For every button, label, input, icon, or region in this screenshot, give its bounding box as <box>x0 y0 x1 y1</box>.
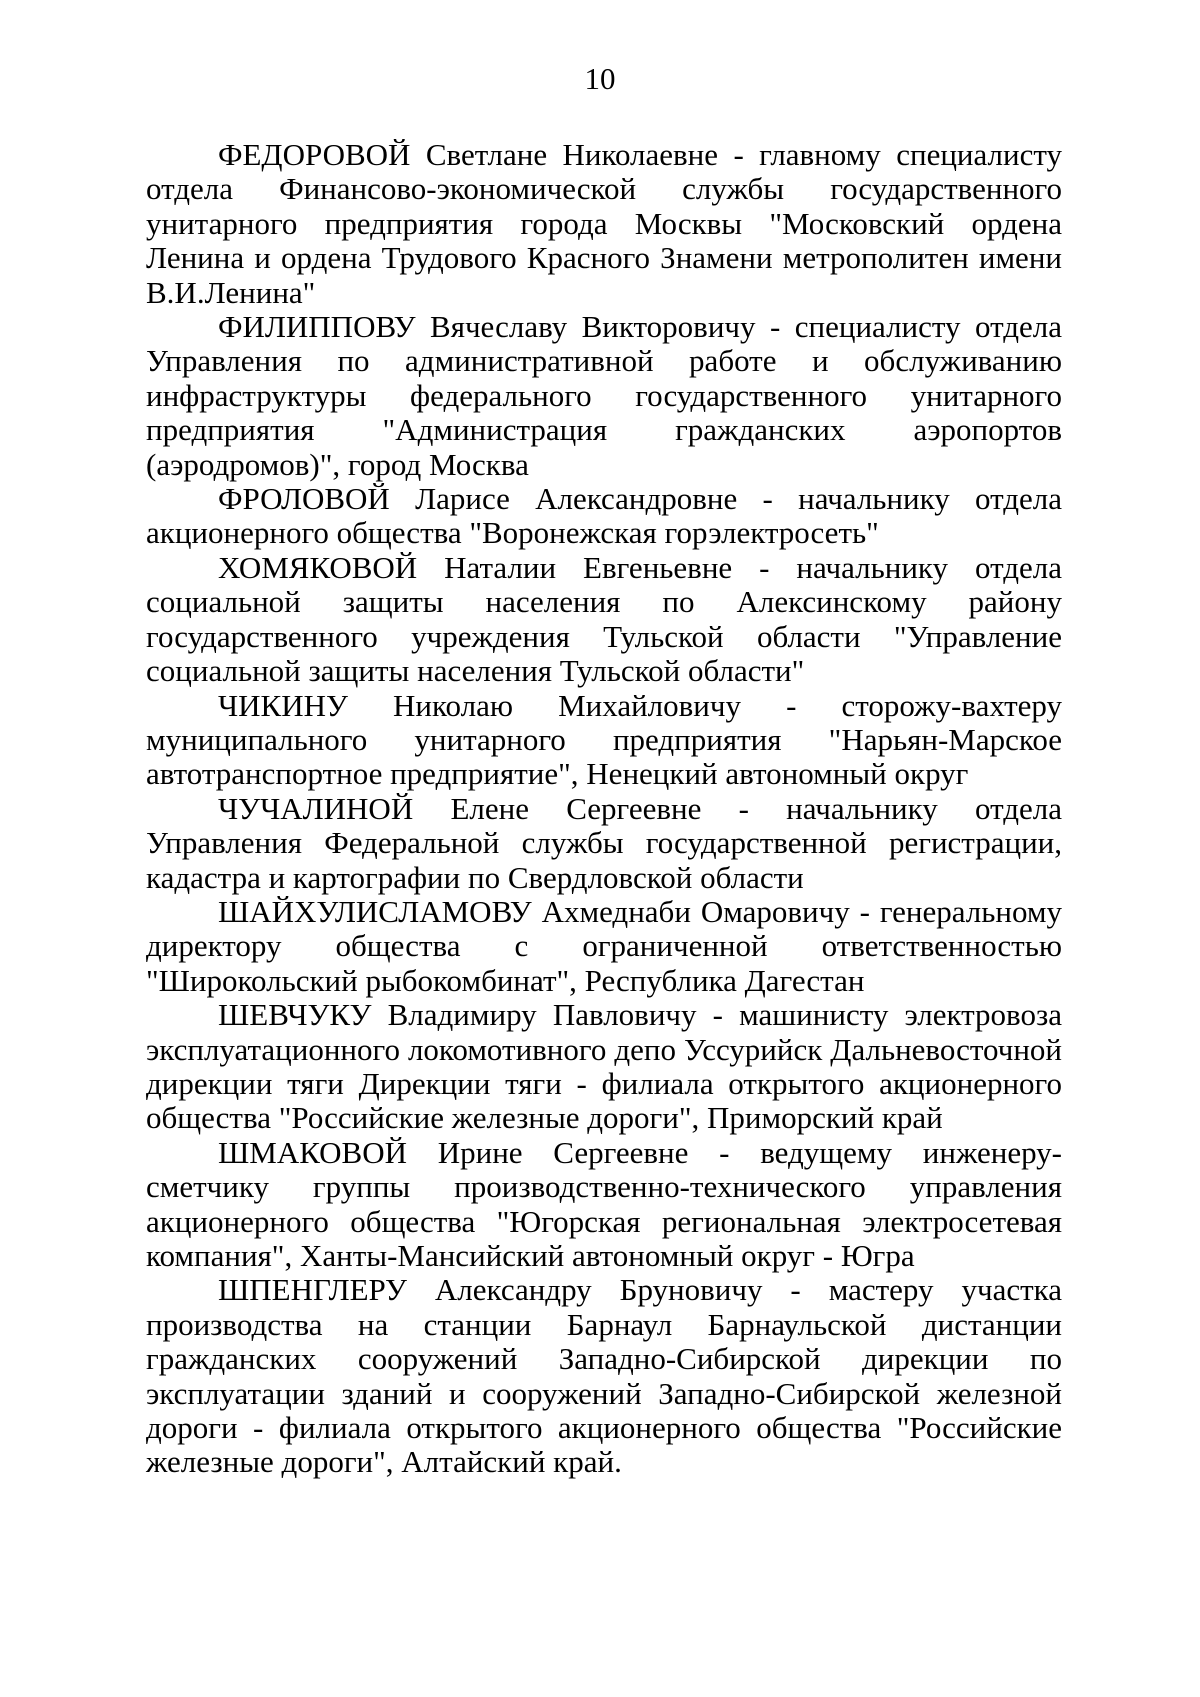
page-number: 10 <box>584 61 616 96</box>
list-entry-shevchuk: ШЕВЧУКУ Владимиру Павловичу - машинисту электровоза эксплуатационного локомотивного депо Уссурийск Дальневосточной дирекции тяги Дирекции тяги - филиала открытого акционерного общества "Российские железные дороги", Приморский край <box>146 997 1062 1136</box>
list-entry-frolova: ФРОЛОВОЙ Ларисе Александровне - начальнику отдела акционерного общества "Воронежская горэлектросеть" <box>146 481 1062 551</box>
list-entry-chikin: ЧИКИНУ Николаю Михайловичу - сторожу-вахтеру муниципального унитарного предприятия "Нарьян-Марское автотранспортное предприятие", Ненецкий автономный округ <box>146 687 1062 792</box>
list-entry-shpengler: ШПЕНГЛЕРУ Александру Бруновичу - мастеру участка производства на станции Барнаул Барнаульской дистанции гражданских сооружений Западно-Сибирской дирекции по эксплуатации зданий и сооружений Западно-Сибирской железной дороги - филиала открытого акционерного общества "Российские железные дороги", Алтайский край. <box>146 1272 1062 1480</box>
list-entry-shmakova: ШМАКОВОЙ Ирине Сергеевне - ведущему инженеру-сметчику группы производственно-технического управления акционерного общества "Югорская региональная электросетевая компания", Ханты-Мансийский автономный округ - Югра <box>146 1134 1062 1273</box>
list-entry-khomyakova: ХОМЯКОВОЙ Наталии Евгеньевне - начальнику отдела социальной защиты населения по Алексинскому району государственного учреждения Тульской области "Управление социальной защиты населения Тульской области" <box>146 549 1062 689</box>
list-entry-filippov: ФИЛИППОВУ Вячеславу Викторовичу - специалисту отдела Управления по административной работе и обслуживанию инфраструктуры федерального государственного унитарного предприятия "Администрация гражданских аэропортов (аэродромов)", город Москва <box>146 309 1062 482</box>
list-entry-shaykhulislamov: ШАЙХУЛИСЛАМОВУ Ахмеднаби Омаровичу - генеральному директору общества с ограниченной ответственностью "Широкольский рыбокомбинат", Республика Дагестан <box>146 893 1062 998</box>
list-entry-chuchalina: ЧУЧАЛИНОЙ Елене Сергеевне - начальнику отдела Управления Федеральной службы государственной регистрации, кадастра и картографии по Свердловской области <box>146 790 1062 895</box>
award-list <box>146 138 1062 1480</box>
list-entry-fedorova: ФЕДОРОВОЙ Светлане Николаевне - главному специалисту отдела Финансово-экономической службы государственного унитарного предприятия города Москвы "Московский ордена Ленина и ордена Трудового Красного Знамени метрополитен имени В.И.Ленина" <box>146 137 1062 310</box>
